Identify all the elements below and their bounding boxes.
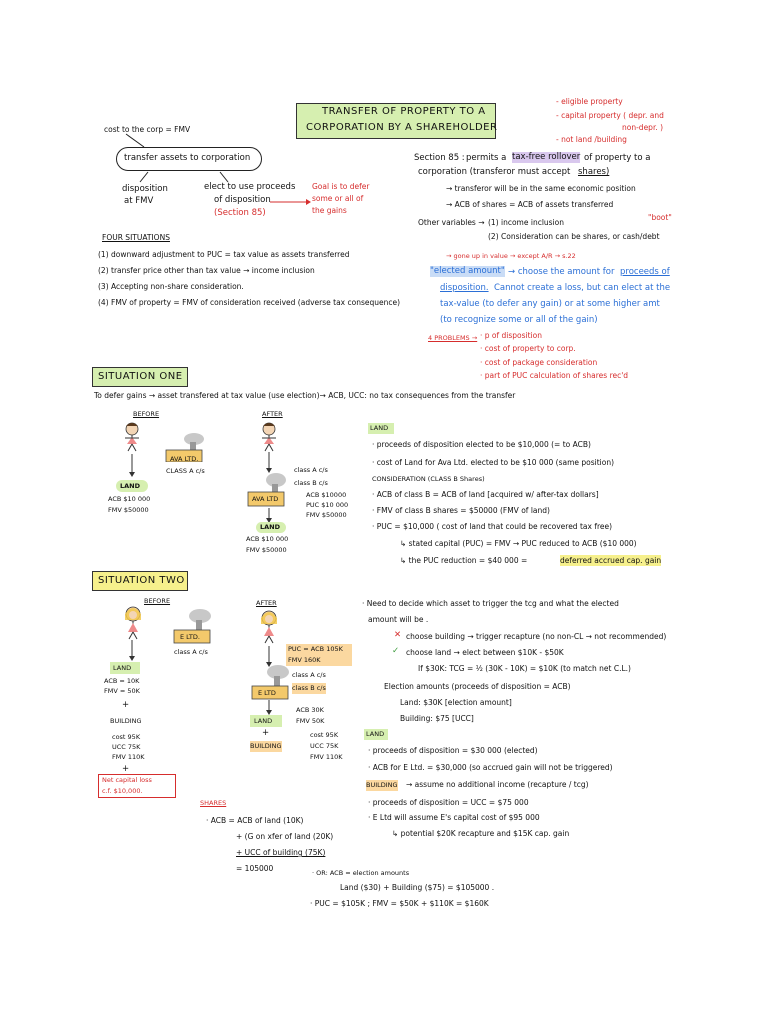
sit2-eltd2: E LTD	[258, 689, 276, 697]
problem-1: · p of disposition	[480, 331, 542, 340]
s85-econ: → transferor will be in the same economic position	[446, 184, 636, 193]
sit2-plus2: +	[122, 764, 130, 774]
sit1-note-1: · proceeds of disposition elected to be $10,000 (= to ACB)	[372, 440, 591, 449]
elected-amount-label: "elected amount"	[430, 266, 505, 276]
s85-corp: corporation (transferor must accept	[418, 167, 571, 177]
sit2-land2: LAND	[254, 717, 273, 725]
sit1-note-3: CONSIDERATION (CLASS B Shares)	[372, 475, 485, 483]
sit2-sh5: · OR: ACB = election amounts	[312, 869, 410, 877]
sit2-r7: Land: $30K [election amount]	[400, 698, 512, 707]
check-icon: ✓	[392, 646, 400, 656]
s85-permits: permits a	[466, 153, 507, 163]
sit2-acb-land: ACB = 10K	[104, 677, 140, 685]
sit1-land: LAND	[120, 482, 141, 490]
four-s3: (3) Accepting non-share consideration.	[98, 282, 244, 291]
sit2-fmv-land: FMV = 50K	[104, 687, 140, 695]
sit2-land-acb: ACB 30K	[296, 706, 324, 714]
title-line1: TRANSFER OF PROPERTY TO A	[322, 106, 486, 117]
s85-acb: → ACB of shares = ACB of assets transferred	[446, 200, 614, 209]
sit2-r11a: BUILDING	[366, 781, 398, 789]
sit2-land: LAND	[113, 664, 132, 672]
four-header: FOUR SITUATIONS	[102, 233, 170, 242]
problem-3: · cost of package consideration	[480, 358, 598, 367]
sit2-ncl2: c.f. $10,000.	[102, 787, 143, 795]
eligible-2: - capital property ( depr. and	[556, 111, 664, 120]
sit2-classA2: class A c/s	[292, 671, 326, 679]
sit2-ucc-b: UCC 75K	[112, 743, 141, 751]
sit1-ava2: AVA LTD	[252, 495, 279, 503]
sit1-acb-b: ACB $10000	[306, 491, 347, 499]
elected-choose: → choose the amount for	[508, 267, 615, 277]
s85-label: Section 85 :	[414, 153, 465, 163]
sit1-header: SITUATION ONE	[98, 371, 183, 382]
x-icon: ✕	[394, 630, 402, 640]
sit1-note-8b: deferred accrued cap. gain	[560, 556, 662, 565]
goal-3: the gains	[312, 206, 347, 215]
sit1-puc-b: PUC $10 000	[306, 501, 349, 509]
sit1-classA: CLASS A c/s	[166, 467, 205, 475]
sit1-arrow-down	[127, 454, 137, 478]
sit2-b-ucc: UCC 75K	[310, 742, 339, 750]
sit2-r3: choose building → trigger recapture (no non-CL → not recommended)	[406, 632, 667, 641]
sit2-eltd: E LTD.	[180, 633, 200, 641]
sit2-header: SITUATION TWO	[98, 575, 185, 586]
sit2-r9: · proceeds of disposition = $30 000 (elected)	[368, 746, 538, 755]
sit2-building: BUILDING	[110, 717, 142, 725]
sit1-note-6: · PUC = $10,000 ( cost of land that could be recovered tax free)	[372, 522, 613, 531]
sit1-before: BEFORE	[133, 410, 160, 418]
sit1-acb2: ACB $10 000	[246, 535, 289, 543]
elected-recognize: (to recognize some or all of the gain)	[440, 315, 598, 325]
sit2-ncl1: Net capital loss	[102, 776, 152, 784]
sit2-r4: choose land → elect between $10K - $50K	[406, 648, 564, 657]
problem-4: · part of PUC calculation of shares rec'd	[480, 371, 629, 380]
cost-label: cost to the corp = FMV	[104, 125, 191, 134]
four-s2: (2) transfer price other than tax value → income inclusion	[98, 266, 315, 275]
sit2-r11b: → assume no additional income (recapture / tcg)	[406, 780, 589, 789]
elect-1: elect to use proceeds	[204, 182, 296, 192]
sit2-r8: Building: $75 [UCC]	[400, 714, 474, 723]
sit1-after-arrow	[264, 452, 274, 474]
person-icon	[256, 610, 282, 644]
goal-2: some or all of	[312, 194, 364, 203]
sit1-summary: To defer gains → asset transfered at tax value (use election)→ ACB, UCC: no tax consequences from the transfer	[94, 391, 516, 400]
sit2-r12: · proceeds of disposition = UCC = $75 000	[368, 798, 529, 807]
s85-shares: shares)	[578, 167, 610, 177]
elect-2: of disposition	[214, 195, 271, 205]
s85-income: (1) income inclusion	[488, 218, 564, 227]
sit2-plus1: +	[122, 700, 130, 710]
sit2-plus3: +	[262, 728, 270, 738]
sit2-b-cost: cost 95K	[310, 731, 339, 739]
elected-tax-value: tax-value (to defer any gain) or at some higher amt	[440, 299, 660, 309]
sit2-before-arrow	[127, 640, 137, 662]
goal-1: Goal is to defer	[312, 182, 370, 191]
sit2-r13: · E Ltd will assume E's capital cost of $95 000	[368, 813, 540, 822]
sit1-fmv2: FMV $50000	[246, 546, 287, 554]
s85-rollover: tax-free rollover	[512, 152, 581, 162]
sit2-classB2: class B c/s	[292, 684, 326, 692]
sit2-b-fmv: FMV 110K	[310, 753, 343, 761]
sit2-r10: · ACB for E Ltd. = $30,000 (so accrued gain will not be triggered)	[368, 763, 613, 772]
sit2-building2: BUILDING	[250, 742, 282, 750]
sit2-sh6: Land ($30) + Building ($75) = $105000 .	[340, 883, 495, 892]
sit2-shares: SHARES	[200, 799, 227, 807]
s85-boot: "boot"	[648, 213, 672, 222]
sit2-puc-acb: PUC = ACB 105K	[288, 645, 343, 653]
elected-disposition: disposition.	[440, 283, 489, 293]
sit1-ava: AVA LTD.	[170, 455, 199, 463]
sit2-fmv-b: FMV 110K	[112, 753, 145, 761]
sit2-sh2: + (G on xfer of land (20K)	[236, 832, 334, 841]
four-s4: (4) FMV of property = FMV of consideration received (adverse tax consequence)	[98, 298, 401, 307]
sit1-notes-land: LAND	[370, 424, 389, 432]
sit2-r5: If $30K: TCG = ½ (30K - 10K) = $10K (to match net C.L.)	[418, 664, 631, 673]
sit2-classA: class A c/s	[174, 648, 208, 656]
sit2-r6: Election amounts (proceeds of disposition = ACB)	[384, 682, 571, 691]
sit2-before: BEFORE	[144, 597, 171, 605]
sit2-sh3: + UCC of building (75K)	[236, 848, 326, 857]
s85-consideration: (2) Consideration can be shares, or cash/debt	[488, 232, 660, 241]
sit2-after: AFTER	[256, 599, 277, 607]
elected-cannot: Cannot create a loss, but can elect at the	[494, 283, 671, 293]
s85-property: of property to a	[584, 153, 651, 163]
elect-3: (Section 85)	[214, 208, 266, 218]
problems-label: 4 PROBLEMS →	[428, 334, 478, 342]
sit2-sh7: · PUC = $105K ; FMV = $50K + $110K = $160K	[310, 899, 489, 908]
disposition-1: disposition	[122, 184, 168, 194]
title-line2: CORPORATION BY A SHAREHOLDER	[306, 122, 498, 133]
sit2-sh4: = 105000	[236, 864, 274, 873]
problem-2: · cost of property to corp.	[480, 344, 576, 353]
sit1-after: AFTER	[262, 410, 283, 418]
eligible-3: non-depr. )	[622, 123, 664, 132]
sit2-after-arrow-2	[264, 700, 274, 716]
sit2-r-land: LAND	[366, 730, 385, 738]
person-icon	[257, 422, 281, 452]
sit1-note-5: · FMV of class B shares = $50000 (FMV of land)	[372, 506, 550, 515]
cloud-text: transfer assets to corporation	[124, 153, 251, 163]
sit2-r2: amount will be .	[368, 615, 429, 624]
sit1-note-4: · ACB of class B = ACB of land [acquired w/ after-tax dollars]	[372, 490, 599, 499]
sit1-land2: LAND	[260, 523, 281, 531]
sit2-r1: · Need to decide which asset to trigger the tcg and what the elected	[362, 599, 619, 608]
sit2-cost-b: cost 95K	[112, 733, 141, 741]
sit2-land-fmv: FMV 50K	[296, 717, 325, 725]
eligible-4: - not land /building	[556, 135, 627, 144]
sit2-fmv160: FMV 160K	[288, 656, 321, 664]
sit1-fmv: FMV $50000	[108, 506, 149, 514]
person-icon	[120, 606, 146, 640]
sit1-note-2: · cost of Land for Ava Ltd. elected to be $10 000 (same position)	[372, 458, 615, 467]
sit1-note-8a: ↳ the PUC reduction = $40 000 =	[400, 556, 528, 565]
sit1-acb: ACB $10 000	[108, 495, 151, 503]
sit1-note-7: ↳ stated capital (PUC) = FMV → PUC reduced to ACB ($10 000)	[400, 539, 637, 548]
sit2-sh1: · ACB = ACB of land (10K)	[206, 816, 304, 825]
s85-other: Other variables →	[418, 218, 485, 227]
sit1-classA2: class A c/s	[294, 466, 328, 474]
sit1-classB2: class B c/s	[294, 479, 328, 487]
person-icon	[120, 422, 144, 452]
sit2-r14: ↳ potential $20K recapture and $15K cap. gain	[392, 829, 570, 838]
elected-proceeds: proceeds of	[620, 267, 670, 277]
eligible-1: - eligible property	[556, 97, 623, 106]
disposition-2: at FMV	[124, 196, 154, 206]
four-s1: (1) downward adjustment to PUC = tax value as assets transferred	[98, 250, 350, 259]
gone-up: → gone up in value → except A/R → s.22	[446, 252, 576, 260]
sit1-fmv-b: FMV $50000	[306, 511, 347, 519]
